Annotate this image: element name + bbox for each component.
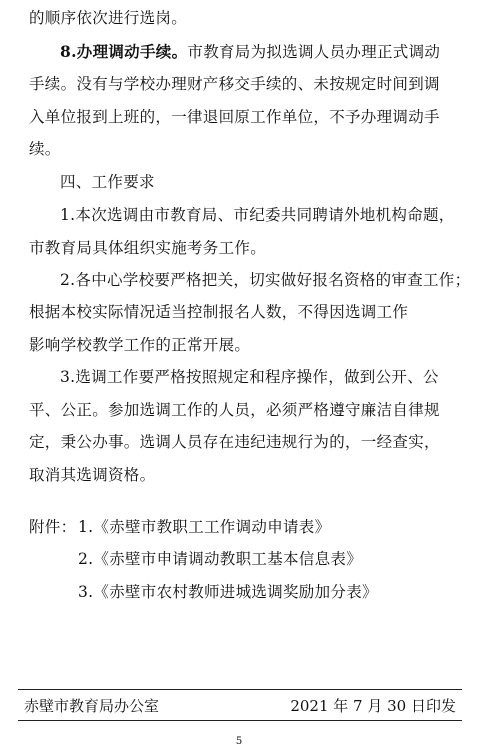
page-number: 5	[235, 736, 243, 747]
footer-rule-bottom	[18, 720, 462, 721]
text-line	[29, 74, 459, 94]
text-line	[60, 367, 459, 387]
line-text: 影响学校教学工作的正常开展。	[29, 336, 251, 354]
line-text: 入单位报到上班的，一律退回原工作单位，不予办理调动手	[29, 108, 440, 126]
section-lead: 8.办理调动手续。	[60, 42, 188, 61]
attachments-label: 附件：	[29, 518, 77, 536]
text-line	[29, 238, 459, 258]
line-text: 1.本次选调由市教育局、市纪委共同聘请外地机构命题，	[60, 206, 455, 224]
footer-rule-top	[18, 689, 462, 690]
line-text: 2.各中心学校要严格把关，切实做好报名资格的审查工作；	[60, 271, 471, 289]
line-text: 的顺序依次进行选岗。	[29, 9, 188, 27]
text-line	[29, 432, 459, 452]
text-line	[60, 270, 471, 290]
footer-date: 2021 年 7 月 30 日印发	[290, 697, 456, 715]
line-text: 平、公正。参加选调工作的人员，必须严格遵守廉洁自律规	[29, 401, 440, 419]
line-text: 市教育局为拟选调人员办理正式调动	[187, 43, 441, 61]
text-line	[29, 400, 459, 420]
attachment-item	[78, 582, 459, 602]
text-line	[29, 107, 459, 127]
attachment-text: 2.《赤壁市申请调动教职工基本信息表》	[78, 550, 362, 568]
attachment-item	[78, 517, 459, 537]
text-line	[60, 205, 459, 225]
text-line	[29, 8, 459, 28]
footer-issuer: 赤壁市教育局办公室	[24, 697, 160, 715]
attachment-item	[78, 549, 459, 569]
line-text: 取消其选调资格。	[29, 466, 156, 484]
line-text: 续。	[29, 140, 61, 158]
line-text: 手续。没有与学校办理财产移交手续的、未按规定时间到调	[29, 75, 440, 93]
line-text: 市教育局具体组织实施考务工作。	[29, 239, 267, 257]
line-text: 定，秉公办事。选调人员存在违纪违规行为的，一经查实，	[29, 433, 440, 451]
line-text: 根据本校实际情况适当控制报名人数，不得因选调工作	[29, 303, 409, 321]
text-line	[60, 42, 459, 62]
heading-text: 四、工作要求	[60, 173, 155, 191]
text-line	[29, 335, 459, 355]
text-line	[29, 465, 459, 485]
text-line	[29, 139, 459, 159]
text-line	[29, 302, 459, 322]
line-text: 3.选调工作要严格按照规定和程序操作，做到公开、公	[60, 368, 439, 386]
section-heading	[60, 172, 459, 192]
attachment-text: 3.《赤壁市农村教师进城选调奖励加分表》	[78, 583, 378, 601]
attachment-text: 1.《赤壁市教职工工作调动申请表》	[78, 518, 331, 536]
